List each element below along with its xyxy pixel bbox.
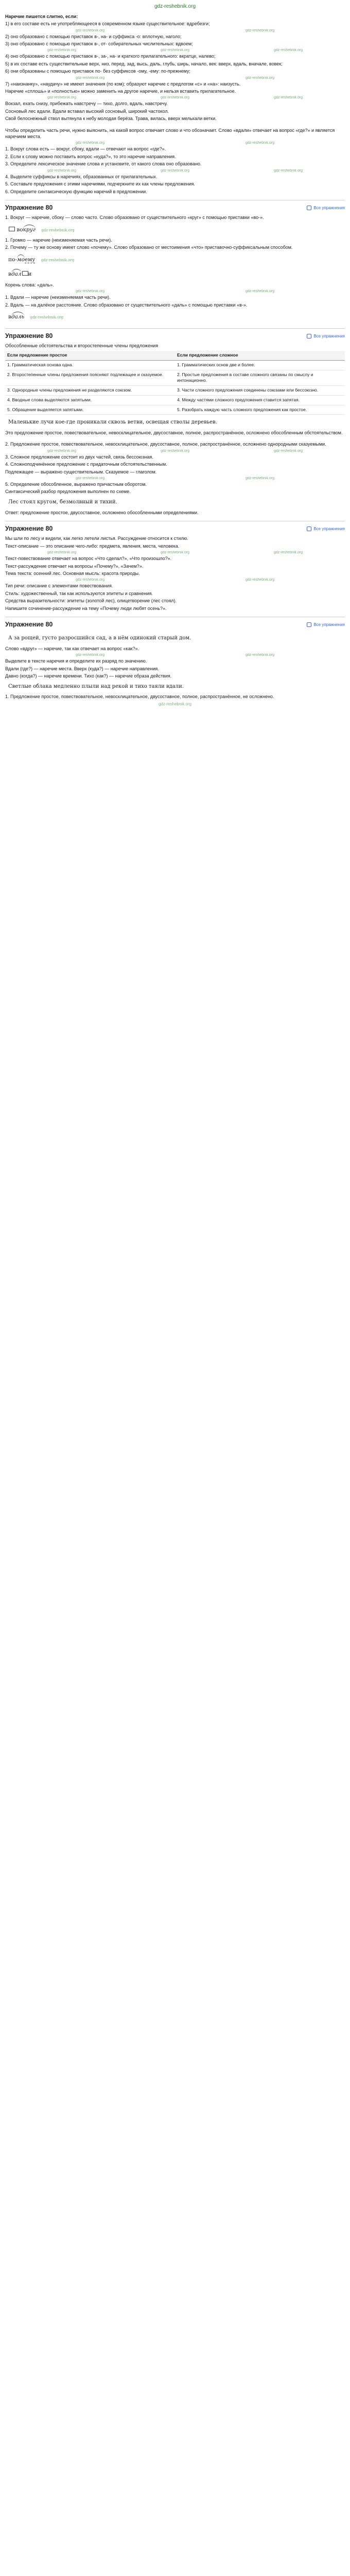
exercise-title: Упражнение 80 Все упражнения	[5, 521, 345, 535]
book-icon	[307, 622, 311, 627]
watermark-row: gdz-reshebnik.org gdz-reshebnik.org	[75, 477, 275, 481]
watermark-row: gdz-reshebnik.org gdz-reshebnik.org gdz-reshebnik.org	[47, 168, 303, 173]
analysis-line: 1. Вокруг слова есть — вокруг, сбоку, вдали — отвечают на вопрос «где?».	[5, 146, 166, 152]
exercise-line: Тип речи: описание с элементами повествования.	[5, 583, 113, 589]
morpheme-diagram: вокруг gdz-reshebnik.org	[5, 223, 345, 235]
table-header: Если предложение сложное	[175, 351, 345, 360]
exercise-line: Вдали (где?) — наречие места. Вверх (куда?) — наречие направления.	[5, 666, 159, 671]
analysis-line: Чтобы определить часть речи, нужно выяснить, на какой вопрос отвечает слово и что обозначает. Слово «вдали» отвечает на вопрос «где?» и является наречием места.	[5, 127, 335, 140]
analysis-line: 3. Определите лексическое значение слова и установите, от какого слова оно образовано.	[5, 161, 202, 167]
table-row: 5. Обращение выделяется запятыми. 5. Разобрать каждую часть сложного предложения как простое.	[5, 405, 345, 415]
rule-line: Свой белоснежный ствол вытянула к небу молодая берёза. Трава, вилась, вверх мелькали ветки.	[5, 116, 217, 122]
syntax-answer: Ответ: предложение простое, двусоставное, осложнено обособленными определениями.	[5, 510, 199, 515]
exercise-line: 1. Вдали — наречие (неизменяемая часть речи).	[5, 295, 111, 300]
syntax-line: 5. Определение обособленное, выражено причастным оборотом.	[5, 482, 147, 487]
syntax-line: 2. Предложение простое, повествовательное, невосклицательное, двусоставное, полное, распространённое, осложнено однородными сказуемыми.	[5, 442, 326, 447]
exercise-title: Упражнение 80 Все упражнения	[5, 617, 345, 631]
rules-heading: Наречие пишется слитно, если:	[5, 13, 78, 19]
exercise-title: Упражнение 80 Все упражнения	[5, 328, 345, 343]
exercise-title: Упражнение 80 Все упражнения	[5, 200, 345, 214]
exercise-line: Мы шли по лесу и видели, как легко летели листья. Рассуждение относится к стилю.	[5, 536, 188, 541]
exercise-line: Текст-описание — это описание чего-либо: предмета, явления, места, человека.	[5, 543, 180, 549]
sentence-scheme: А за рощей, густо разросшийся сад, а в нём одинокий старый дом.	[8, 635, 191, 641]
analysis-line: 5. Составьте предложения с этими наречиями, подчеркните их как члены предложения.	[5, 181, 195, 187]
watermark-row: gdz-reshebnik.org gdz-reshebnik.org	[75, 141, 275, 145]
watermark-row: gdz-reshebnik.org gdz-reshebnik.org	[75, 578, 275, 582]
table-row: 3. Однородные члены предложения не разделяются союзом. 3. Части сложного предложения соединены союзами или бессоюзно.	[5, 386, 345, 396]
sentence-scheme: Маленькие лучи кое-где проникали сквозь ветви, освещая стволы деревьев.	[8, 419, 217, 426]
all-exercises-link[interactable]: Все упражнения	[307, 526, 345, 532]
prefix-mark-icon	[9, 227, 15, 231]
watermark-row: gdz-reshebnik.org gdz-reshebnik.org gdz-reshebnik.org	[47, 96, 303, 100]
final-analysis: 1. Предложение простое, повествовательное, невосклицательное, двусоставное, полное, распространённое, не осложнено.	[5, 694, 274, 700]
table-row: 2. Второстепенные члены предложения поясняют подлежащее и сказуемое. 2. Простые предложения в составе сложного связаны по смыслу и интонационно.	[5, 370, 345, 385]
exercise-80-b	[5, 521, 345, 612]
morpheme-diagram: вдал и	[5, 267, 345, 280]
analysis-line: 4. Выделите суффиксы в наречиях, образованных от прилагательных.	[5, 174, 157, 179]
syntax-line: 3. Сложное предложение состоит из двух частей, связь бессоюзная.	[5, 454, 153, 460]
rule-line: Наречие «сплошь» и «полностью» можно заменить на другое наречие, и нельзя вставить прилагательное.	[5, 89, 236, 94]
syntax-line: Подлежащее — выражено существительным. Сказуемое — глаголом.	[5, 469, 157, 474]
table-row: 4. Вводные слова выделяются запятыми. 4. Между частями сложного предложения ставится запятая.	[5, 395, 345, 405]
exercise-line: Текст-рассуждение отвечает на вопросы «Почему?», «Зачем?».	[5, 563, 144, 569]
exercise-line: 2. Вдаль — на далёкое расстояние. Слово образовано от существительного «даль» с помощью приставки «в-».	[5, 302, 248, 308]
exercise-line: Выделите в тексте наречия и определите их разряд по значению.	[5, 658, 147, 664]
sentence-scheme: Лес стоял кругом, безмолвный и тихий.	[8, 499, 117, 505]
comparison-intro: Обособленные обстоятельства и второстепенные члены предложения	[5, 343, 159, 348]
rule-line: 6) они образованы с помощью приставок по- без суффиксов -ому, -ему: по-прежнему;	[5, 69, 190, 74]
all-exercises-link[interactable]: Все упражнения	[307, 333, 345, 339]
site-header[interactable]	[5, 2, 345, 13]
exercise-line: 1. Громко — наречие (неизменяемая часть речи).	[5, 238, 112, 243]
rule-line: 3) оно образовано с помощью приставок в-, от- собирательных числительных: вдвоем;	[5, 41, 193, 47]
book-icon	[307, 527, 311, 531]
watermark-row: gdz-reshebnik.org gdz-reshebnik.org	[75, 653, 275, 657]
watermark-row: gdz-reshebnik.org gdz-reshebnik.org gdz-reshebnik.org	[47, 48, 303, 53]
exercise-line: Текст-повествование отвечает на вопрос «Что сделал?», «Что произошло?».	[5, 556, 172, 562]
exercise-80-a	[5, 200, 345, 323]
section-analysis	[5, 127, 345, 195]
exercise-line: Средства выразительности: эпитеты (золотой лес), олицетворение (лес стоял).	[5, 598, 177, 604]
watermark-row: gdz-reshebnik.org gdz-reshebnik.org gdz-reshebnik.org	[47, 449, 303, 453]
morpheme-diagram: по-моему gdz-reshebnik.org	[5, 252, 345, 265]
page	[0, 0, 350, 723]
section-syntax	[5, 441, 345, 516]
exercise-line: 1. Вокруг — наречие, сбоку — слово часто. Слово образовано от существительного «круг» с помощью приставки «во-».	[5, 215, 264, 221]
exercise-line: Корень слова: «даль».	[5, 282, 54, 287]
rule-line: 5) в их составе есть существительные верх, низ, перед, зад, высь, даль, глубь, ширь, начало, век: вверх, вдаль, вначале, вовек;	[5, 61, 283, 66]
analysis-line: 2. Если к слову можно поставить вопрос «куда?», то это наречие направления.	[5, 154, 176, 159]
footer-watermark: gdz-reshebnik.org	[158, 701, 192, 706]
book-icon	[307, 206, 311, 210]
exercise-80-c	[5, 617, 345, 708]
watermark-row: gdz-reshebnik.org gdz-reshebnik.org	[75, 28, 275, 32]
sentence-scheme: Светлые облака медленно плыли над рекой и тихо таяли вдали.	[8, 683, 184, 689]
comparison-section	[5, 328, 345, 436]
rule-line: 2) оно образовано с помощью приставок в-, на- и суффикса -о: вплотную, наголо;	[5, 33, 182, 39]
rule-line: 7) «наизнанку», «наудачу» не имеют значения (по ком); образуют наречие с предлогом «с» и «на»: наизусть.	[5, 81, 241, 87]
watermark-row: gdz-reshebnik.org gdz-reshebnik.org	[75, 76, 275, 80]
all-exercises-link[interactable]: Все упражнения	[307, 622, 345, 628]
rule-line: Вокзал, ехать снизу, прибежать навстречу — тихо, долго, вдаль, навстречу.	[5, 101, 168, 107]
book-icon	[307, 334, 311, 338]
morpheme-diagram: вдаль gdz-reshebnik.org	[5, 310, 345, 323]
exercise-line: Слово «вдруг» — наречие, так как отвечает на вопрос «как?».	[5, 646, 139, 652]
syntax-line: 4. Сложноподчинённое предложение с придаточным обстоятельственным.	[5, 462, 167, 467]
all-exercises-link[interactable]: Все упражнения	[307, 205, 345, 211]
section-rules	[5, 13, 345, 122]
syntax-line: Синтаксический разбор предложения выполнен по схеме.	[5, 489, 131, 495]
ending-mark-icon	[22, 271, 28, 276]
comparison-conclusion: Это предложение простое, повествовательное, невосклицательное, двусоставное, полное, распространённое, осложнено обособленным обстоятельством.	[5, 430, 343, 436]
watermark-row: gdz-reshebnik.org gdz-reshebnik.org gdz-reshebnik.org	[47, 551, 303, 555]
exercise-line: Стиль: художественный, так как используются эпитеты и сравнения.	[5, 590, 153, 596]
rule-line: 1) в его составе есть не употребляющееся в современном языке существительное: вдребезги;	[5, 21, 210, 27]
table-row: 1. Грамматическая основа одна. 1. Грамматических основ две и более.	[5, 360, 345, 370]
exercise-line: 2. Почему — ту же основу имеет слово «почему». Слово образовано от местоимения «что» приставочно-суффиксальным способом.	[5, 245, 293, 250]
rule-line: Сосновый лес вдали. Вдали вставал высокий сосновый, широкий частокол.	[5, 108, 169, 114]
exercise-line: Тема текста: осенний лес. Основная мысль: красота природы.	[5, 570, 140, 576]
comparison-table	[5, 351, 345, 415]
table-header: Если предложение простое	[5, 351, 175, 360]
analysis-line: 6. Определите синтаксическую функцию наречий в предложении.	[5, 189, 147, 194]
rule-line: 4) оно образовано с помощью приставок в-, за-, на- и краткого прилагательного: вкратце, налево;	[5, 54, 216, 59]
exercise-line: Напишите сочинение-рассуждение на тему «Почему люди любят осень?».	[5, 605, 167, 611]
watermark-row: gdz-reshebnik.org gdz-reshebnik.org	[75, 290, 275, 294]
exercise-line: Давно (когда?) — наречие времени. Тихо (как?) — наречие образа действия.	[5, 673, 172, 679]
site-name[interactable]: gdz-reshebnik.org	[154, 4, 196, 9]
